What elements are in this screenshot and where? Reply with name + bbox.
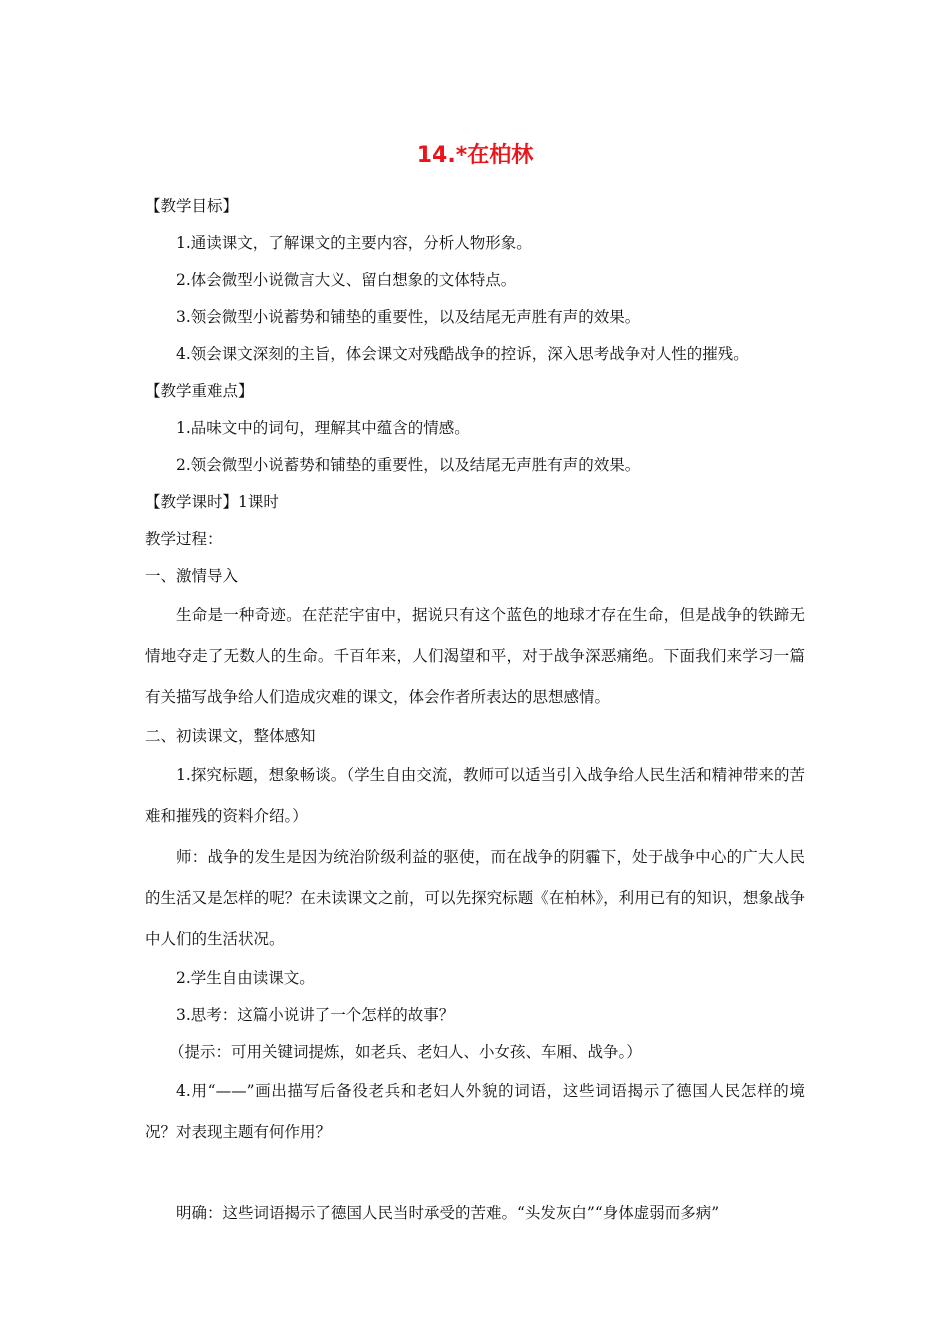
keypoints-heading: 【教学重难点】 [145,382,254,400]
hours-value: 1课时 [238,493,279,511]
objective-item: 4.领会课文深刻的主旨，体会课文对残酷战争的控诉，深入思考战争对人性的摧残。 [176,345,749,363]
part2-item3: 3.思考：这篇小说讲了一个怎样的故事？ [176,1006,455,1024]
objective-item: 3.领会微型小说蓄势和铺垫的重要性，以及结尾无声胜有声的效果。 [176,308,641,326]
process-label: 教学过程： [145,530,223,548]
document-body [145,188,805,1232]
part1-paragraph: 生命是一种奇迹。在茫茫宇宙中，据说只有这个蓝色的地球才存在生命，但是战争的铁蹄无情地夺走了无数人的生命。千百年来，人们渴望和平，对于战争深恶痛绝。下面我们来学习一篇有关描写战争给人们造成灾难的课文，体会作者所表达的思想感情。 [145,606,805,706]
part2-item2: 2.学生自由读课文。 [176,969,315,987]
part2-hint: （提示：可用关键词提炼，如老兵、老妇人、小女孩、车厢、战争。） [169,1043,642,1061]
hours-heading: 【教学课时】 [145,493,239,511]
part2-item1: 1.探究标题，想象畅谈。（学生自由交流，教师可以适当引入战争给人民生活和精神带来的苦难和摧残的资料介绍。） [145,766,805,825]
objectives-heading: 【教学目标】 [145,197,239,215]
page-title: 14.*在柏林 [416,143,534,168]
hours-line [145,484,805,521]
part2-answer: 明确：这些词语揭示了德国人民当时承受的苦难。“头发灰白”“身体虚弱而多病” [176,1204,720,1222]
part2-teacher-paragraph: 师：战争的发生是因为统治阶级利益的驱使，而在战争的阴霾下，处于战争中心的广大人民的生活又是怎样的呢？在未读课文之前，可以先探究标题《在柏林》，利用已有的知识，想象战争中人们的生活状况。 [145,848,805,948]
keypoint-item: 1.品味文中的词句，理解其中蕴含的情感。 [176,419,470,437]
part1-heading: 一、激情导入 [145,567,239,585]
part2-heading: 二、初读课文，整体感知 [145,727,316,745]
spacer [145,1153,805,1195]
objective-item: 2.体会微型小说微言大义、留白想象的文体特点。 [176,271,517,289]
objective-item: 1.通读课文，了解课文的主要内容，分析人物形象。 [176,234,532,252]
keypoint-item: 2.领会微型小说蓄势和铺垫的重要性，以及结尾无声胜有声的效果。 [176,456,641,474]
part2-item4: 4.用“——”画出描写后备役老兵和老妇人外貌的词语，这些词语揭示了德国人民怎样的境况？对表现主题有何作用？ [145,1082,805,1141]
